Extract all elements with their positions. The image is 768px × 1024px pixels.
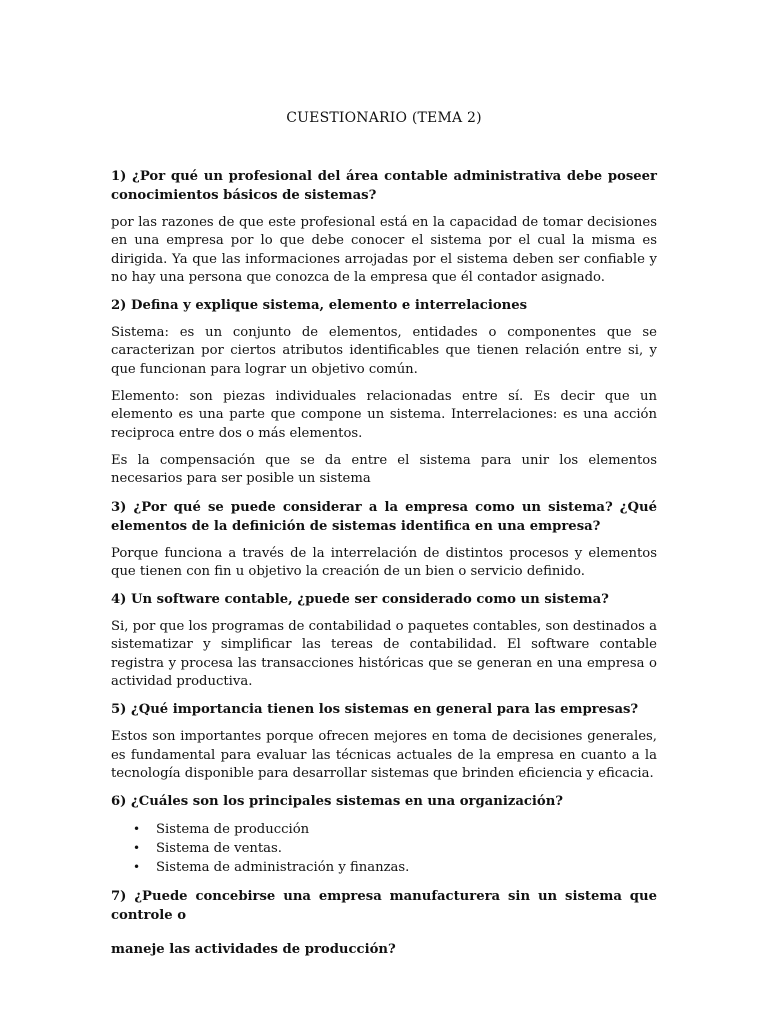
document-title: CUESTIONARIO (TEMA 2) <box>286 110 482 126</box>
list-item <box>133 858 657 877</box>
answer-2-elemento: Elemento: son piezas individuales relacionadas entre sí. Es decir que un elemento es una parte que compone un sistema. Interrelaciones: es una acción reciproca entre dos o más elementos. <box>111 389 657 441</box>
bullet-icon: • <box>133 841 141 856</box>
list-item <box>133 820 657 839</box>
systems-list <box>111 820 657 877</box>
answer-1: por las razones de que este profesional está en la capacidad de tomar decisiones en una empresa por lo que debe conocer el sistema por el cual la misma es dirigida. Ya que las informaciones arrojadas por el sistema deben ser confiable y no hay una persona que conozca de la empresa que él contador asignado. <box>111 215 657 285</box>
question-7-line-2: maneje las actividades de producción? <box>111 942 396 958</box>
question-5: 5) ¿Qué importancia tienen los sistemas en general para las empresas? <box>111 702 639 718</box>
answer-3: Porque funciona a través de la interrelación de distintos procesos y elementos que tienen con fin u objetivo la creación de un bien o servicio definido. <box>111 545 657 579</box>
answer-2-compensacion: Es la compensación que se da entre el sistema para unir los elementos necesarios para ser posible un sistema <box>111 452 657 487</box>
list-item <box>133 839 657 858</box>
question-7-line-1: 7) ¿Puede concebirse una empresa manufacturera sin un sistema que controle o <box>111 889 657 924</box>
answer-4: Si, por que los programas de contabilidad o paquetes contables, son destinados a sistematizar y simplificar las tereas de contabilidad. El software contable registra y procesa las transacciones históricas que se generan en una empresa o actividad productiva. <box>111 619 657 690</box>
list-item-text: Sistema de ventas. <box>156 841 282 857</box>
list-item-text: Sistema de administración y finanzas. <box>156 860 410 876</box>
question-4: 4) Un software contable, ¿puede ser considerado como un sistema? <box>111 592 609 608</box>
question-3: 3) ¿Por qué se puede considerar a la empresa como un sistema? ¿Qué elementos de la definición de sistemas identifica en una empresa? <box>111 499 657 534</box>
question-6: 6) ¿Cuáles son los principales sistemas en una organización? <box>111 794 564 810</box>
list-item-text: Sistema de producción <box>156 822 310 838</box>
answer-2-sistema: Sistema: es un conjunto de elementos, entidades o componentes que se caracterizan por ciertos atributos identificables que tienen relación entre si, y que funcionan para lograr un objetivo común. <box>111 325 657 377</box>
document-content <box>111 110 657 968</box>
question-2: 2) Defina y explique sistema, elemento e interrelaciones <box>111 298 528 314</box>
question-1: 1) ¿Por qué un profesional del área contable administrativa debe poseer conocimientos básicos de sistemas? <box>111 169 657 203</box>
bullet-icon: • <box>133 822 141 837</box>
answer-5: Estos son importantes porque ofrecen mejores en toma de decisiones generales, es fundamental para evaluar las técnicas actuales de la empresa en cuanto a la tecnología disponible para desarrollar sistemas que brinden eficiencia y eficacia. <box>111 729 657 781</box>
bullet-icon: • <box>133 860 141 875</box>
